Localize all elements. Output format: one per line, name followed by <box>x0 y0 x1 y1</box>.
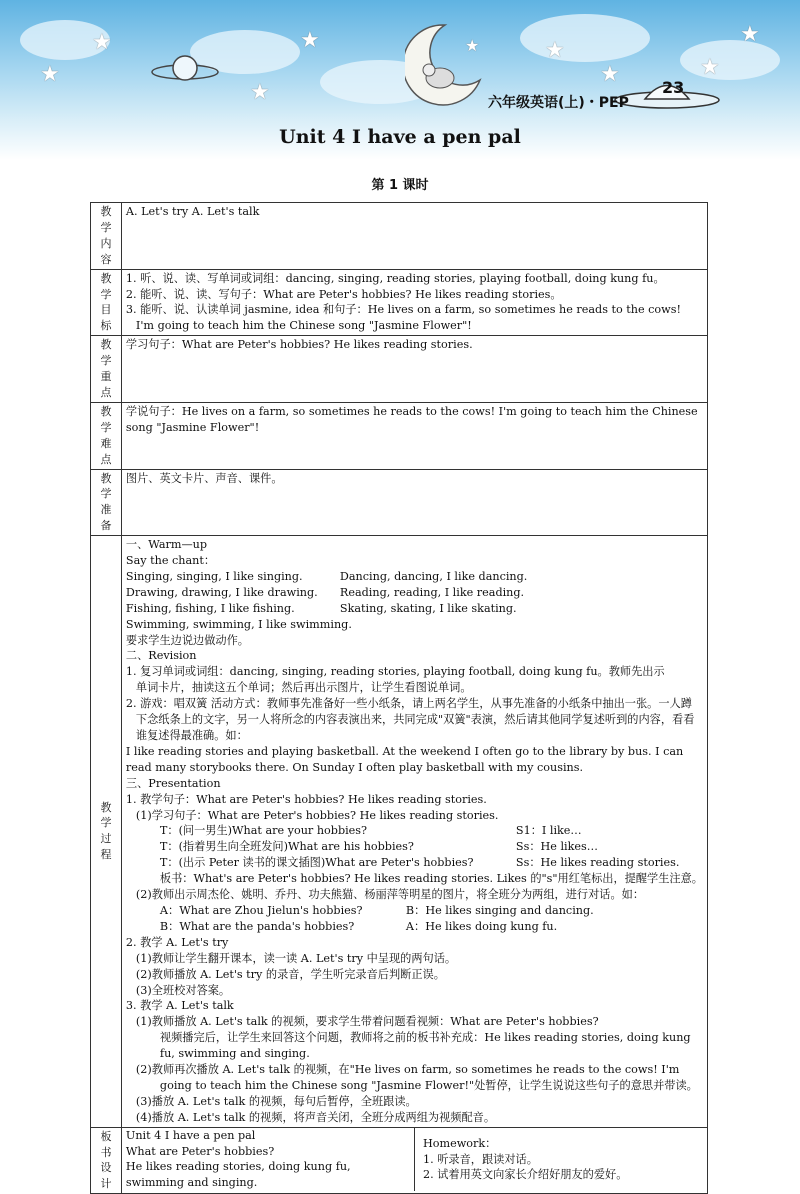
goals-cell <box>121 269 707 336</box>
text-line: (4)播放 A. Let's talk 的视频，将声音关闭，全班分成两组为视频配音。 <box>135 1110 496 1124</box>
dialog-row <box>126 839 703 855</box>
row-label: 教学内容 <box>91 203 122 270</box>
chant-line: Singing, singing, I like singing. <box>125 569 303 583</box>
goal-line: 2. 能听、说、读、写句子：What are Peter's hobbies? He likes reading stories。 <box>125 287 562 301</box>
content-cell: A. Let's try A. Let's talk <box>121 203 707 270</box>
text-line: 要求学生边说边做动作。 <box>125 633 249 647</box>
homework-line: 1. 听录音，跟读对话。 <box>422 1152 538 1166</box>
grade-label: 六年级英语(上)・PEP <box>488 95 629 111</box>
dialog-row <box>126 823 703 839</box>
unit-title: Unit 4 I have a pen pal <box>279 126 521 148</box>
dialog-line: A：He likes doing kung fu. <box>405 919 558 933</box>
row-label: 教学难点 <box>91 402 122 469</box>
board-line: What are Peter's hobbies? <box>125 1144 275 1158</box>
text-line: 单词卡片，抽读这五个单词；然后再出示图片，让学生看图说单词。 <box>135 681 472 695</box>
chant-line: Reading, reading, I like reading. <box>339 585 525 599</box>
dialog-line: T：(出示 Peter 读书的课文插图)What are Peter's hobbies? <box>159 856 474 870</box>
homework-line: 2. 试着用英文向家长介绍好朋友的爱好。 <box>422 1168 628 1182</box>
text-line: (1)教师让学生翻开课本，读一读 A. Let's try 中呈现的两句话。 <box>135 951 457 965</box>
star-icon: ★ <box>740 22 760 47</box>
text-line: (1)教师播放 A. Let's talk 的视频，要求学生带着问题看视频：What are Peter's hobbies? <box>135 1015 599 1029</box>
text-line: (3)全班校对答案。 <box>135 983 231 997</box>
text-line: (3)播放 A. Let's talk 的视频，每句后暂停，全班跟读。 <box>135 1094 417 1108</box>
chant-line: Drawing, drawing, I like drawing. <box>125 585 318 599</box>
dialog-line: B：What are the panda's hobbies? <box>159 919 355 933</box>
row-label: 教学过程 <box>91 536 122 1128</box>
table-row <box>91 203 708 270</box>
moon-icon <box>405 20 485 110</box>
goal-line: 3. 能听、说、认读单词 jasmine, idea 和句子：He lives on a farm, so sometimes he reads to the cows! <box>125 303 681 317</box>
dialog-line: S1：I like… <box>515 824 582 838</box>
board-line: He likes reading stories, doing kung fu, <box>125 1160 351 1174</box>
section-heading: 二、Revision <box>125 649 197 663</box>
star-icon: ★ <box>700 55 720 80</box>
board-left <box>126 1128 415 1192</box>
text-line: (2)教师播放 A. Let's try 的录音，学生听完录音后判断正误。 <box>135 967 445 981</box>
board-cell <box>121 1127 707 1194</box>
table-row <box>91 469 708 536</box>
text-paragraph: 2. 游戏：唱双簧 活动方式：教师事先准备好一些小纸条，请上两名学生，从事先准备的小纸条中抽出一张。一人蹲下念纸条上的文字，另一人将所念的内容表演出来，共同完成"双簧"表演，然后请其他同学复述听到的内容，看看谁复述得最准确。如： <box>125 697 695 742</box>
star-icon: ★ <box>40 62 60 87</box>
goal-line: I'm going to teach him the Chinese song "Jasmine Flower"! <box>135 319 472 333</box>
row-label: 板书设计 <box>91 1127 122 1194</box>
text-line: 板书：What's are Peter's hobbies? He likes reading stories. Likes 的"s"用红笔标出，提醒学生注意。 <box>159 872 703 886</box>
chant-line: Skating, skating, I like skating. <box>339 601 517 615</box>
dialog-row <box>126 903 703 919</box>
text-line: (1)学习句子：What are Peter's hobbies? He likes reading stories. <box>135 808 499 822</box>
process-cell <box>121 536 707 1128</box>
planet-icon <box>150 50 220 90</box>
key-cell: 学习句子：What are Peter's hobbies? He likes reading stories. <box>121 336 707 403</box>
text-line: 1. 教学句子：What are Peter's hobbies? He likes reading stories. <box>125 792 487 806</box>
prep-cell: 图片、英文卡片、声音、课件。 <box>121 469 707 536</box>
homework-title: Homework： <box>422 1136 497 1150</box>
chant-line: Dancing, dancing, I like dancing. <box>339 569 528 583</box>
board-line: Unit 4 I have a pen pal <box>125 1128 256 1142</box>
table-row <box>91 536 708 1128</box>
chant-row <box>126 601 703 617</box>
dialog-line: T：(问一男生)What are your hobbies? <box>159 824 368 838</box>
table-row <box>91 269 708 336</box>
lesson-plan-table <box>90 202 708 1194</box>
star-icon: ★ <box>250 80 270 105</box>
star-icon: ★ <box>300 28 320 53</box>
text-paragraph: I like reading stories and playing basketball. At the weekend I often go to the library by bus. I can read many storybooks there. On Sunday I often play basketball with my cousins. <box>125 744 684 774</box>
chant-row <box>126 569 703 585</box>
board-line: swimming and singing. <box>125 1176 258 1190</box>
star-icon: ★ <box>465 36 480 55</box>
text-line: (2)教师出示周杰伦、姚明、乔丹、功夫熊猫、杨丽萍等明星的图片，将全班分为两组，进行对话。如： <box>135 888 645 902</box>
star-icon: ★ <box>600 62 620 87</box>
lesson-subtitle: 第 1 课时 <box>371 178 429 193</box>
difficult-cell: 学说句子：He lives on a farm, so sometimes he reads to the cows! I'm going to teach him the Chinese song "Jasmine Flower"! <box>121 402 707 469</box>
row-label: 教学重点 <box>91 336 122 403</box>
text-line: 1. 复习单词或词组：dancing, singing, reading stories, playing football, doing kung fu。教师先出示 <box>125 665 665 679</box>
homework-box <box>415 1128 707 1192</box>
row-label: 教学准备 <box>91 469 122 536</box>
row-label: 教学目标 <box>91 269 122 336</box>
dialog-row <box>126 919 703 935</box>
table-row <box>91 402 708 469</box>
dialog-line: T：(指着男生向全班发问)What are his hobbies? <box>159 840 414 854</box>
section-heading: 三、Presentation <box>125 776 221 790</box>
cloud-decoration <box>520 14 650 62</box>
table-row <box>91 1127 708 1194</box>
star-icon: ★ <box>92 30 112 55</box>
dialog-line: Ss：He likes reading stories. <box>515 856 680 870</box>
text-paragraph: (2)教师再次播放 A. Let's talk 的视频，在"He lives on farm, so sometimes he reads to the cows! I'm going to teach him the Chinese song "Jasmine Flower!"处暂停，让学生说说这些句子的意思并带读。 <box>135 1063 698 1092</box>
dialog-line: Ss：He likes… <box>515 840 598 854</box>
chant-row <box>126 585 703 601</box>
text-paragraph: 视频播完后，让学生来回答这个问题，教师将之前的板书补充成：He likes reading stories, doing kung fu, swimming and singing. <box>159 1031 691 1061</box>
page-number: 23 <box>662 78 685 97</box>
chant-line: Fishing, fishing, I like fishing. <box>125 601 295 615</box>
dialog-line: B：He likes singing and dancing. <box>405 903 594 917</box>
text-line: 3. 教学 A. Let's talk <box>125 999 234 1013</box>
table-row <box>91 336 708 403</box>
dialog-row <box>126 855 703 871</box>
text-line: 2. 教学 A. Let's try <box>125 935 229 949</box>
dialog-line: A：What are Zhou Jielun's hobbies? <box>159 903 363 917</box>
goal-line: 1. 听、说、读、写单词或词组：dancing, singing, reading stories, playing football, doing kung fu。 <box>125 271 665 285</box>
section-heading: 一、Warm—up <box>125 538 208 552</box>
text-line: Say the chant： <box>125 554 216 568</box>
chant-line: Swimming, swimming, I like swimming. <box>125 617 352 631</box>
star-icon: ★ <box>545 38 565 63</box>
board-design <box>126 1128 707 1192</box>
